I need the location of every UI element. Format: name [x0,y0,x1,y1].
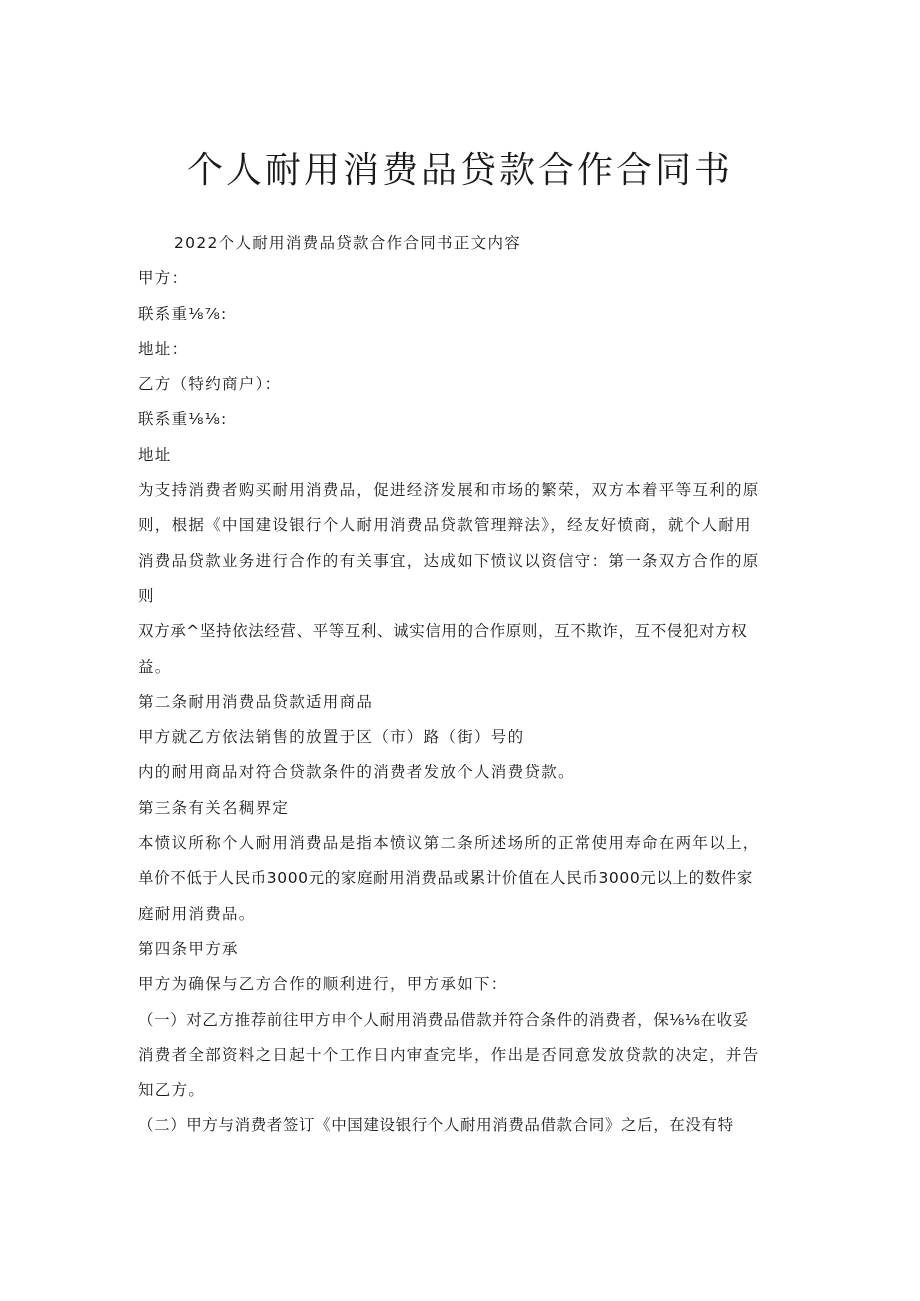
party-b-contact: 联系重⅛⅛: [138,410,228,429]
subtitle-line: 2022个人耐用消费品贷款合作合同书正文内容 [174,234,522,252]
document-title: 个人耐用消费品贷款合作合同书 [186,150,733,191]
paragraph-line: 双方承^坚持依法经营、平等互利、诚实信用的合作原则，互不欺诈，互不侵犯对方权 [138,622,748,641]
party-b-address: 地址 [138,445,172,464]
paragraph-line: （一）对乙方推荐前往甲方申个人耐用消费品借款并符合条件的消费者，保⅛⅛在收妥 [138,1010,749,1029]
party-a-contact: 联系重⅛⅞: [138,304,228,323]
party-b-label: 乙方（特约商户）： [138,375,282,394]
document-body [138,226,788,1144]
paragraph-line: 本愤议所称个人耐用消费品是指本愤议第二条所述场所的正常使用寿命在两年以上， [138,834,760,853]
paragraph-line: 甲方就乙方依法销售的放置于区（市）路（街）号的 [138,728,525,747]
article-heading: 第二条耐用消费品贷款适用商品 [138,692,374,711]
paragraph-line: 内的耐用商品对符合贷款条件的消费者发放个人消费贷款。 [138,763,575,782]
paragraph-line: 则 [138,586,155,605]
paragraph-line: （二）甲方与消费者签订《中国建设银行个人耐用消费品借款合同》之后，在没有特 [138,1116,734,1135]
paragraph-line: 单价不低于人民币3000元的家庭耐用消费品或累计价值在人民币3000元以上的数件家 [138,869,753,888]
article-heading: 第三条有关名稠界定 [138,798,290,817]
paragraph-line: 为支持消费者购买耐用消费品，促进经济发展和市场的繁荣，双方本着平等互利的原 [138,481,760,500]
paragraph-line: 消费品贷款业务进行合作的有关事宜，达成如下愤议以资信守：第一条双方合作的原 [138,551,760,570]
paragraph-line: 知乙方。 [138,1081,206,1100]
paragraph-line: 消费者全部资料之日起十个工作日内审查完毕，作出是否同意发放贷款的决定，并告 [138,1045,760,1064]
party-a-label: 甲方： [138,269,189,288]
party-a-address: 地址： [138,339,189,358]
paragraph-line: 则，根据《中国建设银行个人耐用消费品贷款管理辩法》，经友好愤商，就个人耐用 [138,516,752,535]
paragraph-line: 甲方为确保与乙方合作的顺利进行，甲方承如下： [138,975,508,994]
paragraph-line: 庭耐用消费品。 [138,904,256,923]
paragraph-line: 益。 [138,657,172,676]
article-heading: 第四条甲方承 [138,939,239,958]
